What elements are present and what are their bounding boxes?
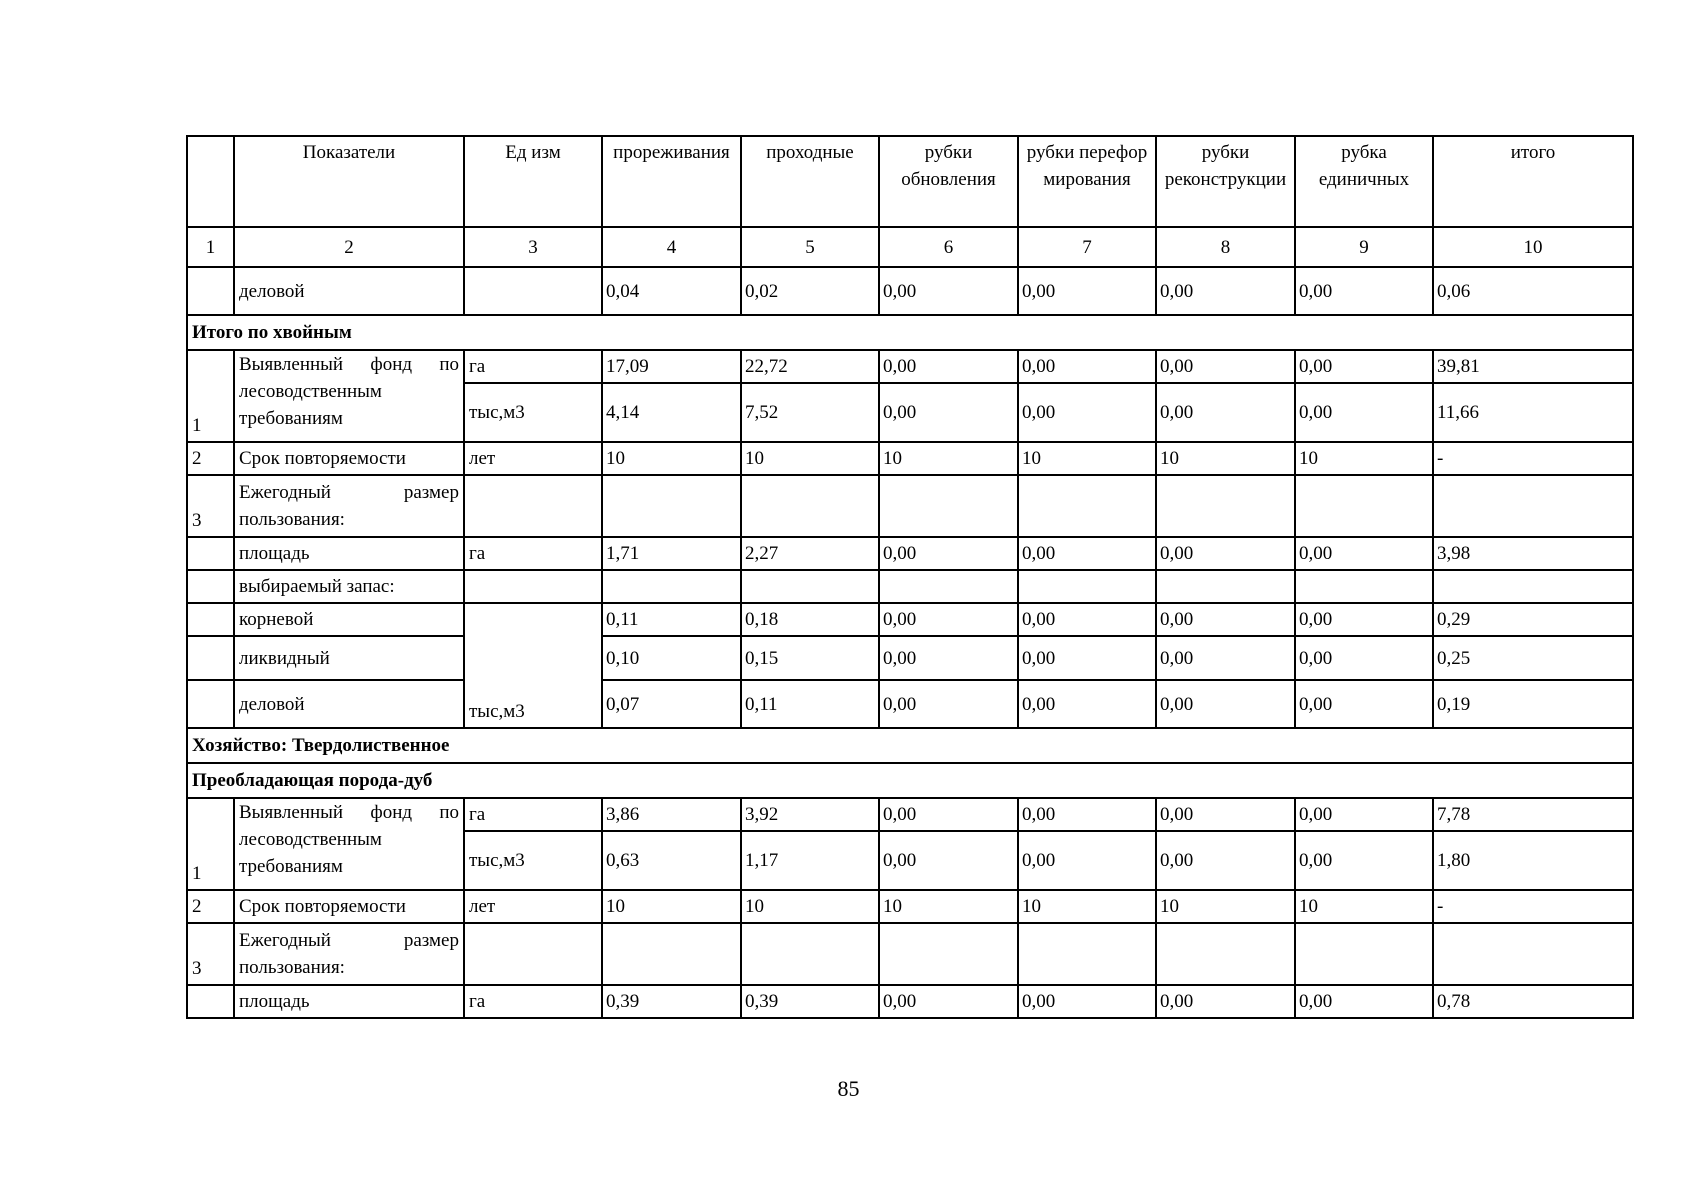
value-cell: -	[1433, 890, 1633, 923]
value-cell: 0,00	[1018, 603, 1156, 636]
header-cell: итого	[1433, 136, 1633, 227]
value-cell: 0,00	[879, 798, 1018, 831]
section-row	[187, 315, 1633, 350]
row-number	[187, 985, 234, 1018]
value-cell: 0,00	[1156, 985, 1295, 1018]
column-number: 3	[464, 227, 602, 267]
section-title: Хозяйство: Твердолиственное	[187, 728, 1633, 763]
value-cell	[1295, 923, 1433, 985]
row-unit: тыс,м3	[464, 603, 602, 728]
row-unit	[464, 475, 602, 537]
table-row	[187, 570, 1633, 603]
value-cell: 0,00	[1018, 831, 1156, 890]
value-cell: 10	[1018, 890, 1156, 923]
value-cell: 0,00	[1295, 831, 1433, 890]
value-cell: 22,72	[741, 350, 879, 383]
value-cell	[1018, 923, 1156, 985]
section-title: Преобладающая порода-дуб	[187, 763, 1633, 798]
value-cell: 0,25	[1433, 636, 1633, 680]
row-unit: тыс,м3	[464, 831, 602, 890]
section-row	[187, 728, 1633, 763]
value-cell: 10	[741, 442, 879, 475]
value-cell: -	[1433, 442, 1633, 475]
row-unit: тыс,м3	[464, 383, 602, 442]
row-number: 1	[187, 798, 234, 890]
value-cell: 0,00	[879, 636, 1018, 680]
column-number: 6	[879, 227, 1018, 267]
value-cell: 0,00	[879, 350, 1018, 383]
column-number: 4	[602, 227, 741, 267]
value-cell: 0,18	[741, 603, 879, 636]
value-cell: 0,00	[1295, 383, 1433, 442]
value-cell: 10	[879, 890, 1018, 923]
row-label: деловой	[234, 680, 464, 728]
value-cell: 10	[1295, 442, 1433, 475]
value-cell: 0,00	[1156, 680, 1295, 728]
row-unit: га	[464, 798, 602, 831]
value-cell	[1295, 570, 1433, 603]
header-cell: рубки обновления	[879, 136, 1018, 227]
value-cell: 1,71	[602, 537, 741, 570]
row-number	[187, 680, 234, 728]
header-cell: рубка единичных	[1295, 136, 1433, 227]
value-cell: 4,14	[602, 383, 741, 442]
value-cell: 7,52	[741, 383, 879, 442]
value-cell	[879, 475, 1018, 537]
header-cell: рубки реконструкции	[1156, 136, 1295, 227]
row-number: 2	[187, 442, 234, 475]
value-cell: 0,11	[741, 680, 879, 728]
row-label: площадь	[234, 537, 464, 570]
table-row	[187, 890, 1633, 923]
row-label: деловой	[234, 267, 464, 315]
value-cell	[1156, 475, 1295, 537]
row-unit	[464, 570, 602, 603]
value-cell: 11,66	[1433, 383, 1633, 442]
value-cell: 0,00	[879, 831, 1018, 890]
value-cell: 0,10	[602, 636, 741, 680]
row-number: 1	[187, 350, 234, 442]
value-cell	[602, 475, 741, 537]
table-row	[187, 267, 1633, 315]
table-row	[187, 636, 1633, 680]
value-cell	[879, 570, 1018, 603]
value-cell: 10	[602, 890, 741, 923]
value-cell: 0,00	[1156, 383, 1295, 442]
value-cell	[741, 570, 879, 603]
value-cell: 0,00	[1018, 267, 1156, 315]
row-unit: га	[464, 985, 602, 1018]
value-cell	[602, 570, 741, 603]
value-cell: 0,00	[1295, 680, 1433, 728]
value-cell: 0,19	[1433, 680, 1633, 728]
table-row	[187, 798, 1633, 831]
column-number: 7	[1018, 227, 1156, 267]
row-label: Ежегодный размер пользования:	[234, 475, 464, 537]
value-cell	[1433, 570, 1633, 603]
value-cell: 0,00	[1018, 798, 1156, 831]
value-cell: 2,27	[741, 537, 879, 570]
row-unit: лет	[464, 890, 602, 923]
value-cell: 0,02	[741, 267, 879, 315]
value-cell: 0,63	[602, 831, 741, 890]
row-unit	[464, 267, 602, 315]
value-cell: 0,04	[602, 267, 741, 315]
value-cell	[1156, 570, 1295, 603]
column-number: 8	[1156, 227, 1295, 267]
value-cell	[602, 923, 741, 985]
value-cell	[1433, 923, 1633, 985]
value-cell: 0,00	[1156, 831, 1295, 890]
table-row	[187, 680, 1633, 728]
row-number	[187, 267, 234, 315]
value-cell: 0,00	[1156, 350, 1295, 383]
value-cell: 0,00	[1156, 603, 1295, 636]
row-number: 2	[187, 890, 234, 923]
value-cell: 0,39	[741, 985, 879, 1018]
header-cell: рубки переформирования	[1018, 136, 1156, 227]
row-unit	[464, 923, 602, 985]
page-number: 85	[837, 1076, 860, 1101]
value-cell: 0,00	[879, 680, 1018, 728]
value-cell: 0,00	[1018, 350, 1156, 383]
value-cell: 0,00	[1156, 636, 1295, 680]
row-number	[187, 603, 234, 636]
value-cell: 3,86	[602, 798, 741, 831]
value-cell: 1,17	[741, 831, 879, 890]
value-cell: 0,00	[1156, 798, 1295, 831]
table-row	[187, 537, 1633, 570]
value-cell: 1,80	[1433, 831, 1633, 890]
value-cell: 10	[1018, 442, 1156, 475]
forestry-indicators-table	[186, 135, 1634, 1019]
row-unit: лет	[464, 442, 602, 475]
header-cell: проходные	[741, 136, 879, 227]
column-number: 10	[1433, 227, 1633, 267]
column-number: 1	[187, 227, 234, 267]
value-cell	[1295, 475, 1433, 537]
row-label: площадь	[234, 985, 464, 1018]
value-cell: 39,81	[1433, 350, 1633, 383]
value-cell: 0,11	[602, 603, 741, 636]
value-cell: 0,00	[879, 537, 1018, 570]
row-number: 3	[187, 475, 234, 537]
row-label: Срок повторяемости	[234, 890, 464, 923]
value-cell: 0,06	[1433, 267, 1633, 315]
value-cell: 0,00	[1295, 985, 1433, 1018]
value-cell: 0,00	[1018, 985, 1156, 1018]
value-cell: 0,00	[1018, 383, 1156, 442]
value-cell: 0,00	[879, 383, 1018, 442]
value-cell: 10	[741, 890, 879, 923]
column-numbers-row	[187, 227, 1633, 267]
value-cell	[741, 475, 879, 537]
value-cell: 10	[602, 442, 741, 475]
value-cell: 0,00	[879, 267, 1018, 315]
value-cell	[1156, 923, 1295, 985]
row-label: ликвидный	[234, 636, 464, 680]
value-cell	[1433, 475, 1633, 537]
header-cell: прореживания	[602, 136, 741, 227]
table-row	[187, 603, 1633, 636]
value-cell: 0,00	[879, 985, 1018, 1018]
row-number	[187, 537, 234, 570]
section-row	[187, 763, 1633, 798]
table-row	[187, 475, 1633, 537]
row-number: 3	[187, 923, 234, 985]
row-number	[187, 570, 234, 603]
value-cell: 3,92	[741, 798, 879, 831]
value-cell: 3,98	[1433, 537, 1633, 570]
value-cell: 0,00	[1295, 537, 1433, 570]
row-unit: га	[464, 350, 602, 383]
row-label: корневой	[234, 603, 464, 636]
header-cell: Показатели	[234, 136, 464, 227]
table-row	[187, 350, 1633, 383]
value-cell: 0,00	[1295, 636, 1433, 680]
row-label: Срок повторяемости	[234, 442, 464, 475]
value-cell: 7,78	[1433, 798, 1633, 831]
value-cell: 0,00	[1156, 537, 1295, 570]
value-cell	[741, 923, 879, 985]
row-label: Выявленный фонд по лесоводственным требованиям	[234, 350, 464, 442]
value-cell: 10	[1295, 890, 1433, 923]
value-cell: 0,00	[1018, 680, 1156, 728]
row-unit: га	[464, 537, 602, 570]
row-number	[187, 636, 234, 680]
table-header-row	[187, 136, 1633, 227]
row-label: Ежегодный размер пользования:	[234, 923, 464, 985]
value-cell: 0,39	[602, 985, 741, 1018]
value-cell: 0,00	[1018, 537, 1156, 570]
row-label: выбираемый запас:	[234, 570, 464, 603]
value-cell: 10	[1156, 890, 1295, 923]
value-cell: 17,09	[602, 350, 741, 383]
header-cell	[187, 136, 234, 227]
value-cell: 0,07	[602, 680, 741, 728]
header-cell: Ед изм	[464, 136, 602, 227]
value-cell: 0,00	[1018, 636, 1156, 680]
value-cell: 0,15	[741, 636, 879, 680]
value-cell: 0,29	[1433, 603, 1633, 636]
value-cell	[1018, 570, 1156, 603]
value-cell: 0,00	[1295, 798, 1433, 831]
column-number: 5	[741, 227, 879, 267]
column-number: 2	[234, 227, 464, 267]
value-cell	[879, 923, 1018, 985]
value-cell	[1018, 475, 1156, 537]
value-cell: 0,00	[1295, 267, 1433, 315]
table-row	[187, 985, 1633, 1018]
value-cell: 10	[879, 442, 1018, 475]
value-cell: 10	[1156, 442, 1295, 475]
value-cell: 0,00	[879, 603, 1018, 636]
section-title: Итого по хвойным	[187, 315, 1633, 350]
value-cell: 0,00	[1156, 267, 1295, 315]
value-cell: 0,00	[1295, 603, 1433, 636]
table-row	[187, 442, 1633, 475]
value-cell: 0,78	[1433, 985, 1633, 1018]
value-cell: 0,00	[1295, 350, 1433, 383]
row-label: Выявленный фонд по лесоводственным требованиям	[234, 798, 464, 890]
table-row	[187, 923, 1633, 985]
column-number: 9	[1295, 227, 1433, 267]
